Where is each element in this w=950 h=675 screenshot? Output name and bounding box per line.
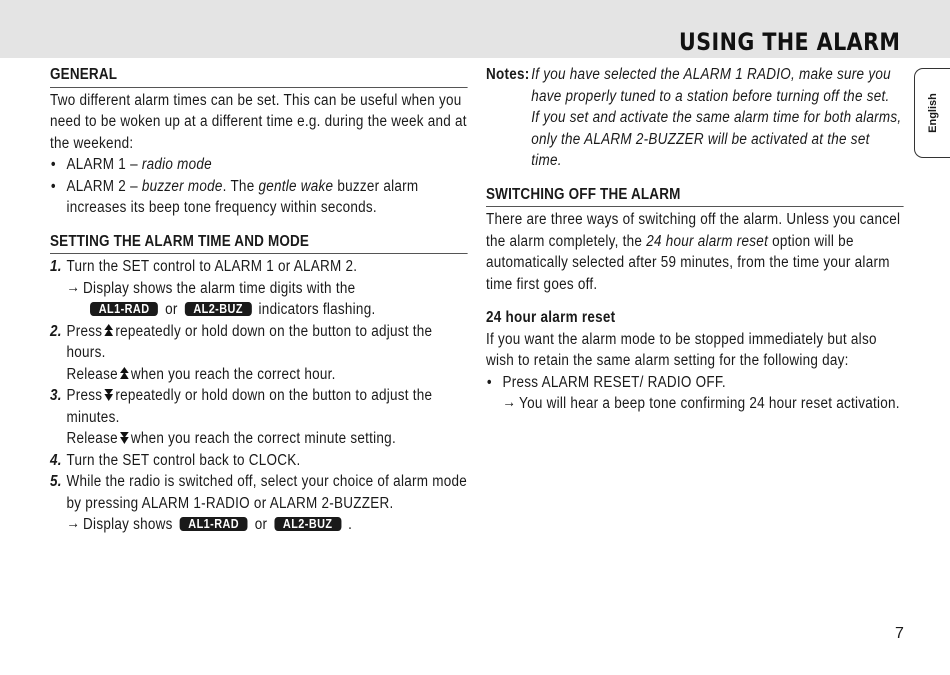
- notes: [486, 64, 904, 172]
- al2-buz-indicator: AL2-BUZ: [185, 302, 252, 316]
- al1-rad-indicator: AL1-RAD: [180, 517, 248, 531]
- al1-rad-indicator: AL1-RAD: [90, 302, 158, 316]
- reset-heading: 24 hour alarm reset: [486, 309, 616, 326]
- arrow-right-icon: →: [502, 394, 517, 411]
- al2-buz-indicator: AL2-BUZ: [274, 517, 341, 531]
- page-number: 7: [895, 625, 904, 642]
- arrow-right-icon: →: [66, 515, 81, 532]
- step-1: 1. Turn the SET control to ALARM 1 or ALARM 2.: [50, 258, 358, 275]
- switching-heading: SWITCHING OFF THE ALARM: [486, 184, 904, 208]
- step-4: 4. Turn the SET control back to CLOCK.: [50, 451, 301, 469]
- up-arrow-icon: [120, 366, 130, 381]
- list-item: • Press ALARM RESET/ RADIO OFF.: [486, 373, 726, 391]
- step-5-result: → Display shows AL1-RAD or AL2-BUZ .: [66, 515, 353, 533]
- list-item: • ALARM 2 – buzzer mode. The gentle wake buzzer alarm increases its beep tone frequency within seconds.: [50, 177, 419, 216]
- left-column: [50, 64, 468, 536]
- general-intro: Two different alarm times can be set. This can be useful when you need to be woken up at a different time e.g. during the week and at the weekend:: [50, 91, 467, 152]
- step-2-release: Release when you reach the correct hour.: [66, 365, 336, 383]
- list-item: • ALARM 1 – radio mode: [50, 156, 212, 173]
- step-2: 2. Press repeatedly or hold down on the button to adjust the hours.: [50, 322, 433, 361]
- general-heading: GENERAL: [50, 64, 468, 88]
- step-3: 3. Press repeatedly or hold down on the button to adjust the minutes.: [50, 387, 433, 426]
- up-arrow-icon: [104, 323, 114, 338]
- arrow-right-icon: →: [66, 278, 81, 296]
- switching-text: There are three ways of switching off the alarm. Unless you cancel the alarm completely, the 24 hour alarm reset option will be automatically selected after 59 minutes, from the time your alarm time first goes off.: [486, 211, 901, 293]
- language-tab: [914, 68, 950, 158]
- step-5: 5. While the radio is switched off, select your choice of alarm mode by pressing ALARM 1-RADIO or ALARM 2-BUZZER.: [50, 473, 468, 512]
- language-tab-label: English: [926, 93, 939, 133]
- reset-text: If you want the alarm mode to be stopped immediately but also wish to retain the same alarm setting for the following day:: [486, 330, 877, 369]
- setting-heading: SETTING THE ALARM TIME AND MODE: [50, 231, 468, 255]
- note-2: If you set and activate the same alarm time for both alarms, only the ALARM 2-BUZZER will be activated at the set time.: [531, 109, 902, 169]
- right-column: [486, 64, 904, 415]
- step-1-result: → Display shows the alarm time digits with the AL1-RAD or AL2-BUZ indicators flashing.: [66, 278, 376, 318]
- step-3-release: Release when you reach the correct minute setting.: [66, 430, 396, 447]
- notes-label: Notes:: [486, 66, 530, 83]
- down-arrow-icon: [120, 430, 130, 445]
- down-arrow-icon: [104, 387, 114, 402]
- reset-result: → You will hear a beep tone confirming 24 hour reset activation.: [502, 394, 900, 412]
- page-title: USING THE ALARM: [678, 28, 900, 56]
- note-1: If you have selected the ALARM 1 RADIO, make sure you have properly tuned to a station before turning off the set.: [531, 66, 891, 105]
